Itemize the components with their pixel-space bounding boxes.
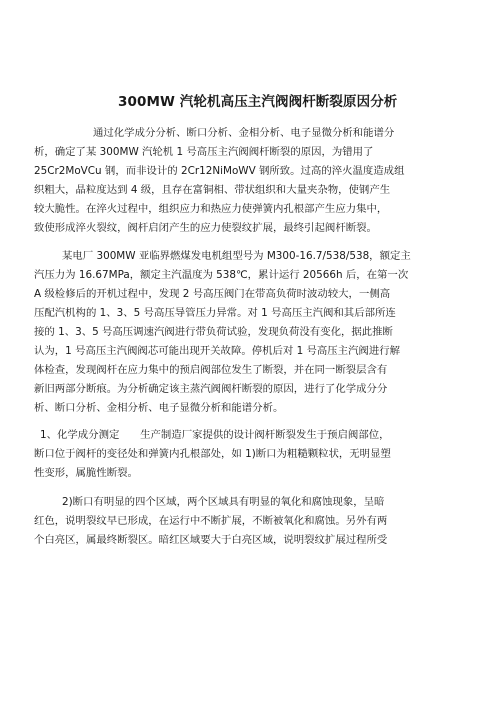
page-title: 300MW 汽轮机高压主汽阀阀杆断裂原因分析 <box>118 94 398 110</box>
body-line: 汽压力为 16.67MPa，额定主汽温度为 538℃，累计运行 20566h 后，在第一次 <box>34 269 409 281</box>
body-line: 25Cr2MoVCu 钢，而非设计的 2Cr12NiMoWV 钢所致。过高的淬火温度造成组 <box>34 165 405 177</box>
body-line: 析、断口分析、金相分析、电子显微分析和能谱分析。 <box>34 402 284 414</box>
section-heading-line: 1、化学成分测定 生产制造厂家提供的设计阀杆断裂发生于预启阀部位， <box>40 429 390 441</box>
body-line: 析，确定了某 300MW 汽轮机 1 号高压主汽阀阀杆断裂的原因，为错用了 <box>34 146 374 158</box>
body-line: 认为，1 号高压主汽阀阀芯可能出现开关故障。停机后对 1 号高压主汽阀进行解 <box>34 345 401 357</box>
body-line: 致使形成淬火裂纹，阀杆启闭产生的应力使裂纹扩展，最终引起阀杆断裂。 <box>34 222 377 234</box>
body-line: 较大脆性。在淬火过程中，组织应力和热应力使弹簧内孔根部产生应力集中， <box>34 203 388 215</box>
body-line: 某电厂 300MW 亚临界燃煤发电机组型号为 M300-16.7/538/538，额定主 <box>62 250 411 262</box>
body-line: 体检查，发现阀杆在应力集中的预启阀部位发生了断裂，并在同一断裂层含有 <box>34 364 388 376</box>
body-line: 织粗大，晶粒度达到 4 级，且存在富铜相、带状组织和大量夹杂物，使钢产生 <box>34 184 391 196</box>
body-line: 断口位于阀杆的变径处和弹簧内孔根部处，如 1)断口为粗糙颗粒状，无明显塑 <box>34 448 391 460</box>
body-line: A 级检修后的开机过程中，发现 2 号高压阀门在带高负荷时波动较大，一侧高 <box>34 288 391 300</box>
body-line: 红色，说明裂纹早已形成，在运行中不断扩展，不断被氧化和腐蚀。另外有两 <box>34 515 388 527</box>
body-line: 压配汽机构的 1、3、5 号高压导管压力异常。对 1 号高压主汽阀和其后部所连 <box>34 307 396 319</box>
body-line: 个白亮区，属最终断裂区。暗红区域要大于白亮区域，说明裂纹扩展过程所受 <box>34 534 388 546</box>
body-line: 通过化学成分分析、断口分析、金相分析、电子显微分析和能谱分 <box>93 127 395 139</box>
body-line: 2)断口有明显的四个区域，两个区域具有明显的氧化和腐蚀现象，呈暗 <box>62 496 385 508</box>
body-line: 接的 1、3、5 号高压调速汽阀进行带负荷试验，发现负荷没有变化，据此推断 <box>34 326 393 338</box>
body-line: 新旧两部分断痕。为分析确定该主蒸汽阀阀杆断裂的原因，进行了化学成分分 <box>34 383 388 395</box>
body-line: 性变形，属脆性断裂。 <box>34 467 138 479</box>
